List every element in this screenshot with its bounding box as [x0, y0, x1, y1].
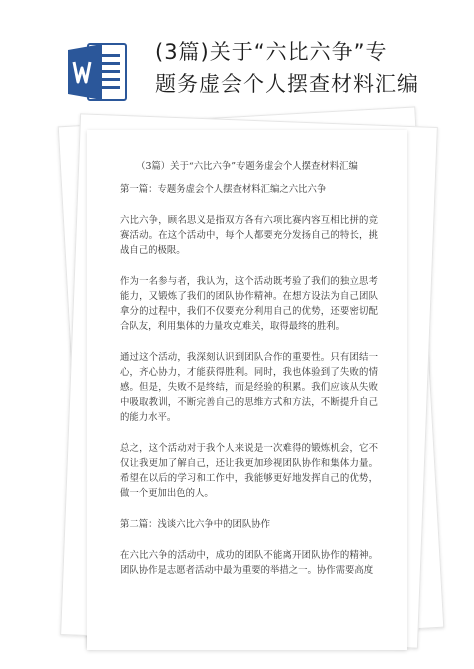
section-heading-1: 第一篇：专题务虚会个人摆查材料汇编之六比六争	[120, 184, 327, 195]
paragraph: 在六比六争的活动中，成功的团队不能离开团队协作的精神。团队协作是志愿者活动中最为重要的举措之一。协作需要高度	[120, 550, 378, 576]
paragraph: 作为一名参与者，我认为，这个活动既考验了我们的独立思考能力，又锻炼了我们的团队协作精神。在想方设法为自己团队拿分的过程中，我们不仅要充分利用自己的优势，还要密切配合队友，利用集体的力量攻克难关，取得最终的胜利。	[120, 276, 378, 332]
paragraph: 总之，这个活动对于我个人来说是一次难得的锻炼机会，它不仅让我更加了解自己，还让我更加珍视团队协作和集体力量。希望在以后的学习和工作中，我能够更好地发挥自己的优势，做一个更加出色的人。	[120, 443, 378, 499]
paragraph: 通过这个活动，我深刻认识到团队合作的重要性。只有团结一心，齐心协力，才能获得胜利。同时，我也体验到了失败的情感。但是，失败不是终结，而是经验的积累。我们应该从失败中吸取教训，不断完善自己的思维方式和方法，不断提升自己的能力水平。	[120, 352, 378, 423]
paragraph: 六比六争，顾名思义是指双方各有六项比赛内容互相比拼的竞赛活动。在这个活动中，每个人都要充分发扬自己的特长，挑战自己的极限。	[120, 215, 378, 256]
title-line-1: (3篇)关于“六比六争”专	[155, 40, 388, 64]
page-title	[155, 36, 455, 100]
document-title: （3篇）关于“六比六争”专题务虚会个人摆查材料汇编	[136, 161, 358, 172]
section-heading-2: 第二篇：浅谈六比六争中的团队协作	[120, 519, 271, 530]
document-content	[120, 182, 378, 594]
header	[0, 0, 474, 120]
word-doc-icon	[66, 40, 130, 104]
document-page	[87, 130, 407, 650]
title-line-2: 题务虚会个人摆查材料汇编	[155, 72, 419, 96]
